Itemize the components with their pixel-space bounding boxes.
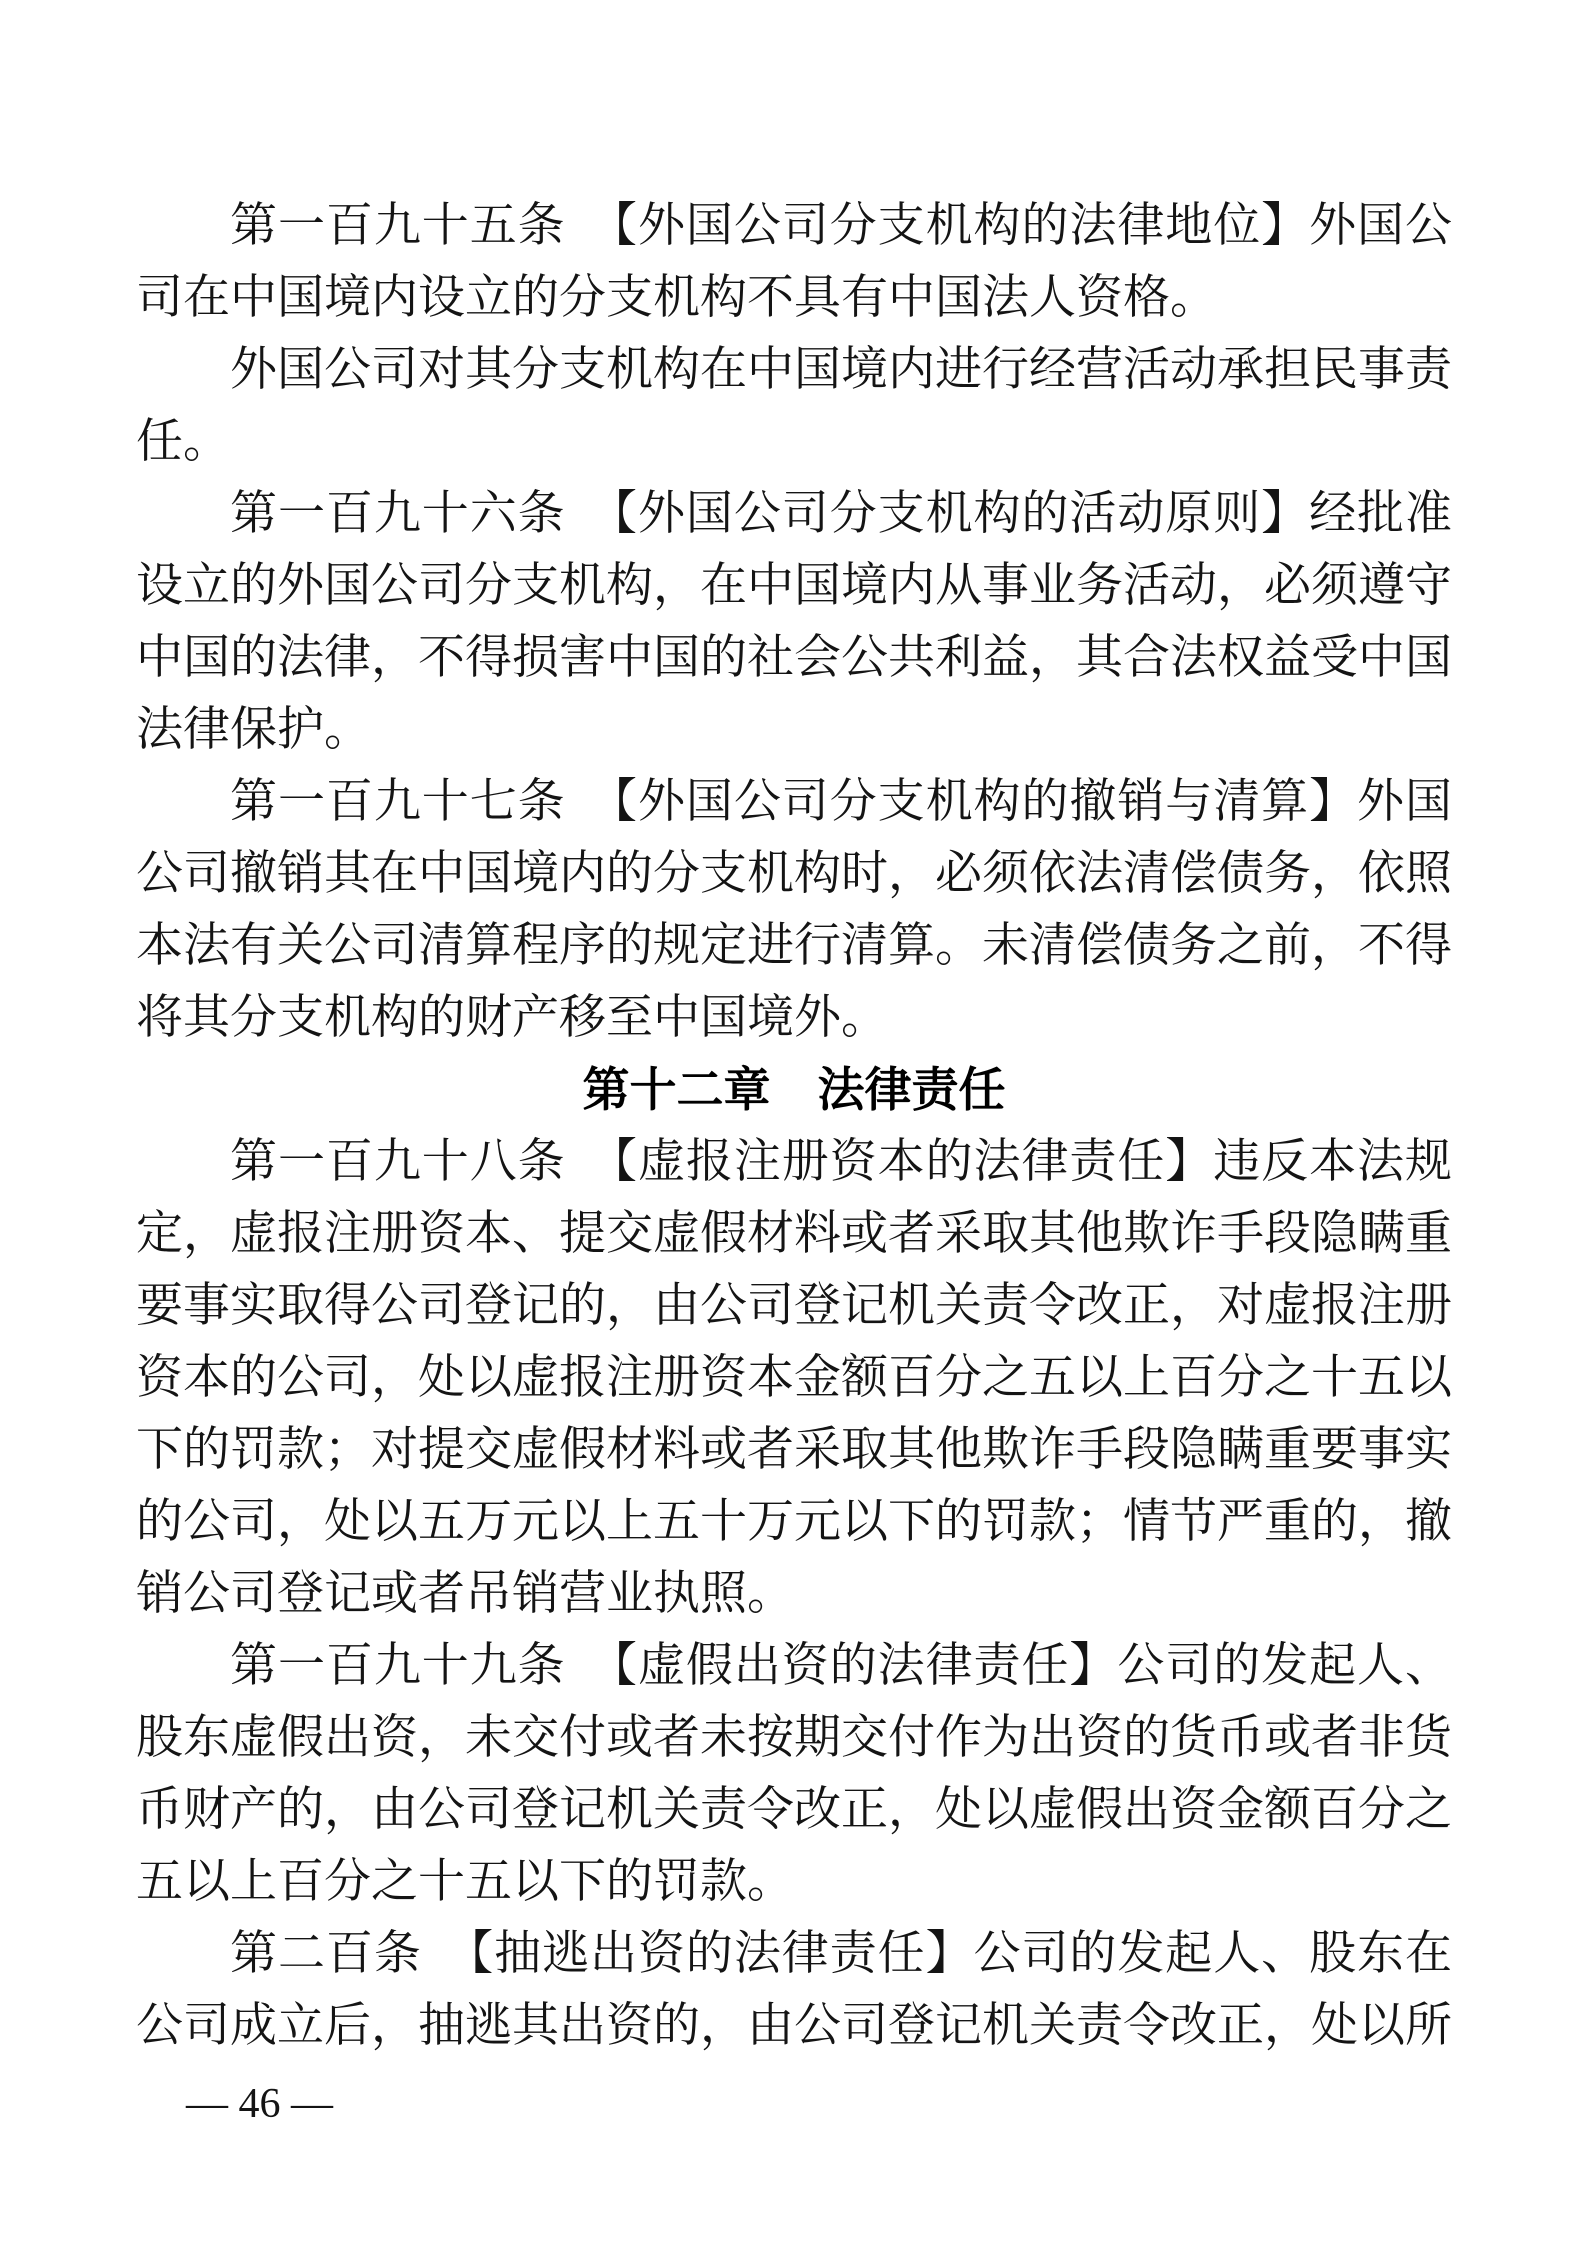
text-line: 股东虚假出资，未交付或者未按期交付作为出资的货币或者非货 — [136, 1712, 1452, 1764]
text-line-article-198-start: 第一百九十八条 【虚报注册资本的法律责任】违反本法规 — [230, 1136, 1452, 1188]
text-line: 定，虚报注册资本、提交虚假材料或者采取其他欺诈手段隐瞒重 — [136, 1208, 1452, 1260]
text-line: 设立的外国公司分支机构，在中国境内从事业务活动，必须遵守 — [136, 560, 1452, 612]
text-line: 下的罚款；对提交虚假材料或者采取其他欺诈手段隐瞒重要事实 — [136, 1424, 1452, 1476]
text-line: 公司撤销其在中国境内的分支机构时，必须依法清偿债务，依照 — [136, 848, 1452, 900]
page-number: — 46 — — [186, 2081, 333, 2127]
chapter-heading: 第十二章 法律责任 — [582, 1063, 1006, 1116]
text-line: 本法有关公司清算程序的规定进行清算。未清偿债务之前，不得 — [136, 920, 1452, 972]
text-line: 法律保护。 — [136, 704, 371, 756]
text-line: 币财产的，由公司登记机关责令改正，处以虚假出资金额百分之 — [136, 1784, 1452, 1836]
text-line: 的公司，处以五万元以上五十万元以下的罚款；情节严重的，撤 — [136, 1496, 1452, 1548]
text-line-article-199-start: 第一百九十九条 【虚假出资的法律责任】公司的发起人、 — [230, 1640, 1452, 1692]
text-line-paragraph-start: 外国公司对其分支机构在中国境内进行经营活动承担民事责 — [230, 344, 1452, 396]
document-text-block — [136, 190, 1452, 2062]
text-line: 中国的法律，不得损害中国的社会公共利益，其合法权益受中国 — [136, 632, 1452, 684]
text-line: 将其分支机构的财产移至中国境外。 — [136, 992, 888, 1044]
text-line: 司在中国境内设立的分支机构不具有中国法人资格。 — [136, 272, 1217, 324]
text-line: 资本的公司，处以虚报注册资本金额百分之五以上百分之十五以 — [136, 1352, 1452, 1404]
text-line: 任。 — [136, 416, 230, 468]
text-line-article-197-start: 第一百九十七条 【外国公司分支机构的撤销与清算】外国 — [230, 776, 1452, 828]
text-line: 五以上百分之十五以下的罚款。 — [136, 1856, 794, 1908]
text-line-article-200-start: 第二百条 【抽逃出资的法律责任】公司的发起人、股东在 — [230, 1928, 1452, 1980]
text-line-article-196-start: 第一百九十六条 【外国公司分支机构的活动原则】经批准 — [230, 488, 1452, 540]
text-line: 公司成立后，抽逃其出资的，由公司登记机关责令改正，处以所 — [136, 2000, 1452, 2052]
text-line-article-195-start: 第一百九十五条 【外国公司分支机构的法律地位】外国公 — [230, 200, 1452, 252]
text-line: 销公司登记或者吊销营业执照。 — [136, 1568, 794, 1620]
text-line: 要事实取得公司登记的，由公司登记机关责令改正，对虚报注册 — [136, 1280, 1452, 1332]
